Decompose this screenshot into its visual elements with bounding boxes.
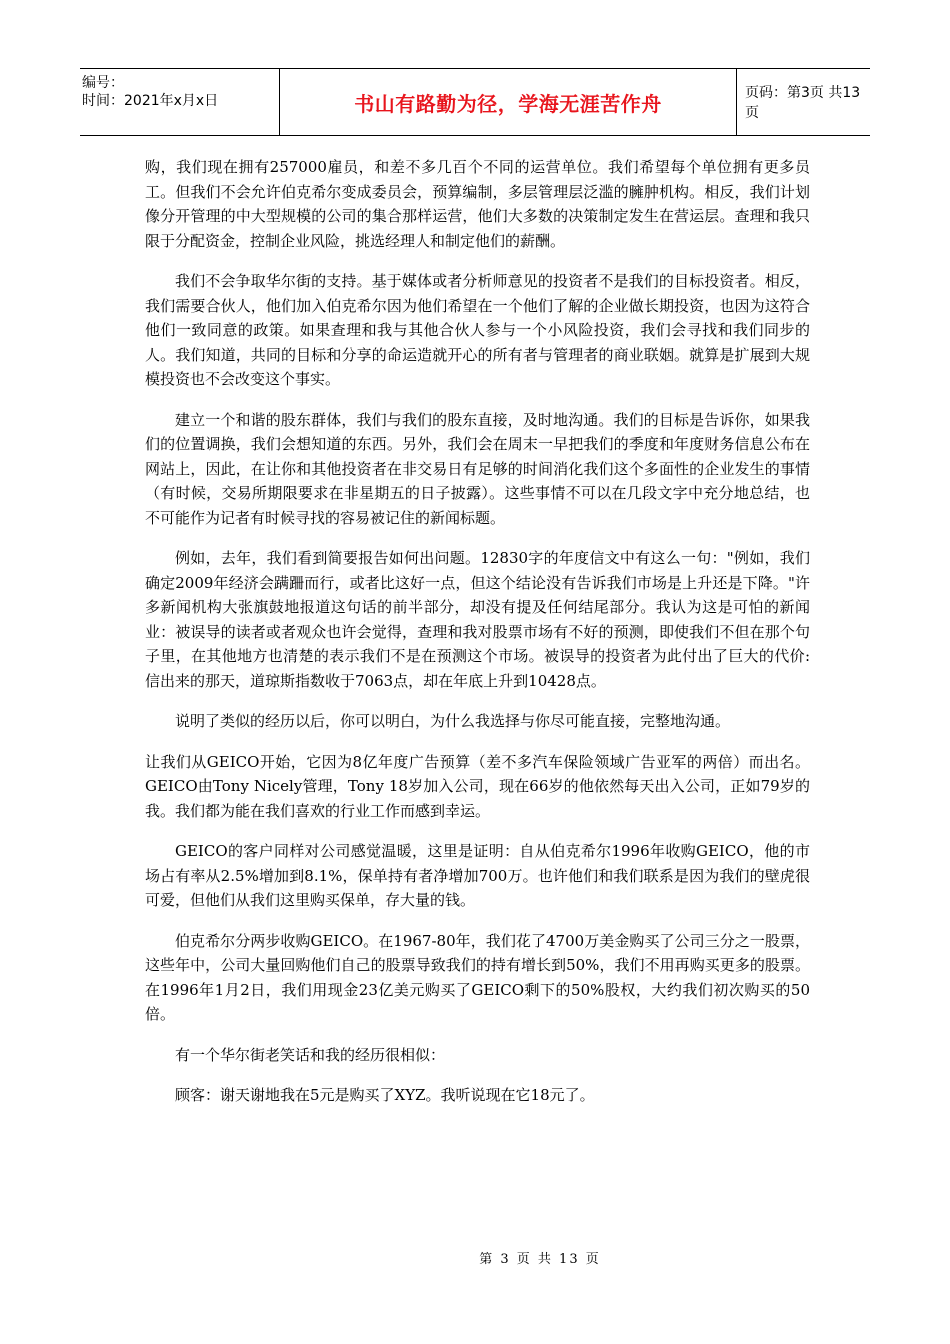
- paragraph: GEICO的客户同样对公司感觉温暖，这里是证明：自从伯克希尔1996年收购GEICO，他的市场占有率从2.5%增加到8.1%，保单持有者净增加700万。也许他们和我们联系是因为我们的壁虎很可爱，但他们从我们这里购买保单，存大量的钱。: [145, 842, 810, 909]
- header-page-info: 页码：第3页 共13页: [745, 85, 861, 121]
- document-number-label: 编号：: [82, 75, 124, 91]
- paragraph: 我们不会争取华尔街的支持。基于媒体或者分析师意见的投资者不是我们的目标投资者。相反，我们需要合伙人，他们加入伯克希尔因为他们希望在一个他们了解的企业做长期投资，也因为这符合他们一致同意的政策。如果查理和我与其他合伙人参与一个小风险投资，我们会寻找和我们同步的人。我们知道，共同的目标和分享的命运造就开心的所有者与管理者的商业联姻。就算是扩展到大规模投资也不会改变这个事实。: [145, 272, 810, 388]
- document-body: [145, 155, 810, 1124]
- paragraph: 伯克希尔分两步收购GEICO。在1967-80年，我们花了4700万美金购买了公司三分之一股票，这些年中，公司大量回购他们自己的股票导致我们的持有增长到50%，我们不用再购买更多的股票。在1996年1月2日，我们用现金23亿美元购买了GEICO剩下的50%股权，大约我们初次购买的50倍。: [145, 931, 810, 1023]
- page-header: [80, 68, 870, 136]
- paragraph: 购，我们现在拥有257000雇员，和差不多几百个不同的运营单位。我们希望每个单位拥有更多员工。但我们不会允许伯克希尔变成委员会，预算编制，多层管理层泛滥的臃肿机构。相反，我们计划像分开管理的中大型规模的公司的集合那样运营，他们大多数的决策制定发生在营运层。查理和我只限于分配资金，控制企业风险，挑选经理人和制定他们的薪酬。: [145, 158, 810, 250]
- header-meta: [80, 69, 280, 135]
- page-footer: 第 3 页 共 13 页: [479, 1252, 601, 1267]
- paragraph: 建立一个和谐的股东群体，我们与我们的股东直接，及时地沟通。我们的目标是告诉你，如果我们的位置调换，我们会想知道的东西。另外，我们会在周末一早把我们的季度和年度财务信息公布在网站上，因此，在让你和其他投资者在非交易日有足够的时间消化我们这个多面性的企业发生的事情（有时候，交易所期限要求在非星期五的日子披露）。这些事情不可以在几段文字中充分地总结，也不可能作为记者有时候寻找的容易被记住的新闻标题。: [145, 410, 810, 527]
- paragraph: 说明了类似的经历以后，你可以明白，为什么我选择与你尽可能直接，完整地沟通。: [175, 712, 731, 730]
- paragraph: 有一个华尔街老笑话和我的经历很相似：: [175, 1045, 446, 1064]
- paragraph: 让我们从GEICO开始，它因为8亿年度广告预算（差不多汽车保险领域广告亚军的两倍）而出名。GEICO由Tony Nicely管理，Tony 18岁加入公司，现在66岁的他依然每天出入公司，正如79岁的我。我们都为能在我们喜欢的行业工作而感到幸运。: [145, 752, 810, 820]
- paragraph: 例如，去年，我们看到简要报告如何出问题。12830字的年度信文中有这么一句："例如，我们确定2009年经济会蹒跚而行，或者比这好一点，但这个结论没有告诉我们市场是上升还是下降。"许多新闻机构大张旗鼓地报道这句话的前半部分，却没有提及任何结尾部分。我认为这是可怕的新闻业：被误导的读者或者观众也许会觉得，查理和我对股票市场有不好的预测，即使我们不但在那个句子里，在其他地方也清楚的表示我们不是在预测这个市场。被误导的投资者为此付出了巨大的代价:信出来的那天，道琼斯指数收于7063点，却在年底上升到10428点。: [145, 549, 810, 690]
- header-motto: 书山有路勤为径，学海无涯苦作舟: [280, 69, 737, 135]
- paragraph: 顾客：谢天谢地我在5元是购买了XYZ。我听说现在它18元了。: [175, 1086, 595, 1104]
- document-date: 时间：2021年x月x日: [82, 93, 219, 109]
